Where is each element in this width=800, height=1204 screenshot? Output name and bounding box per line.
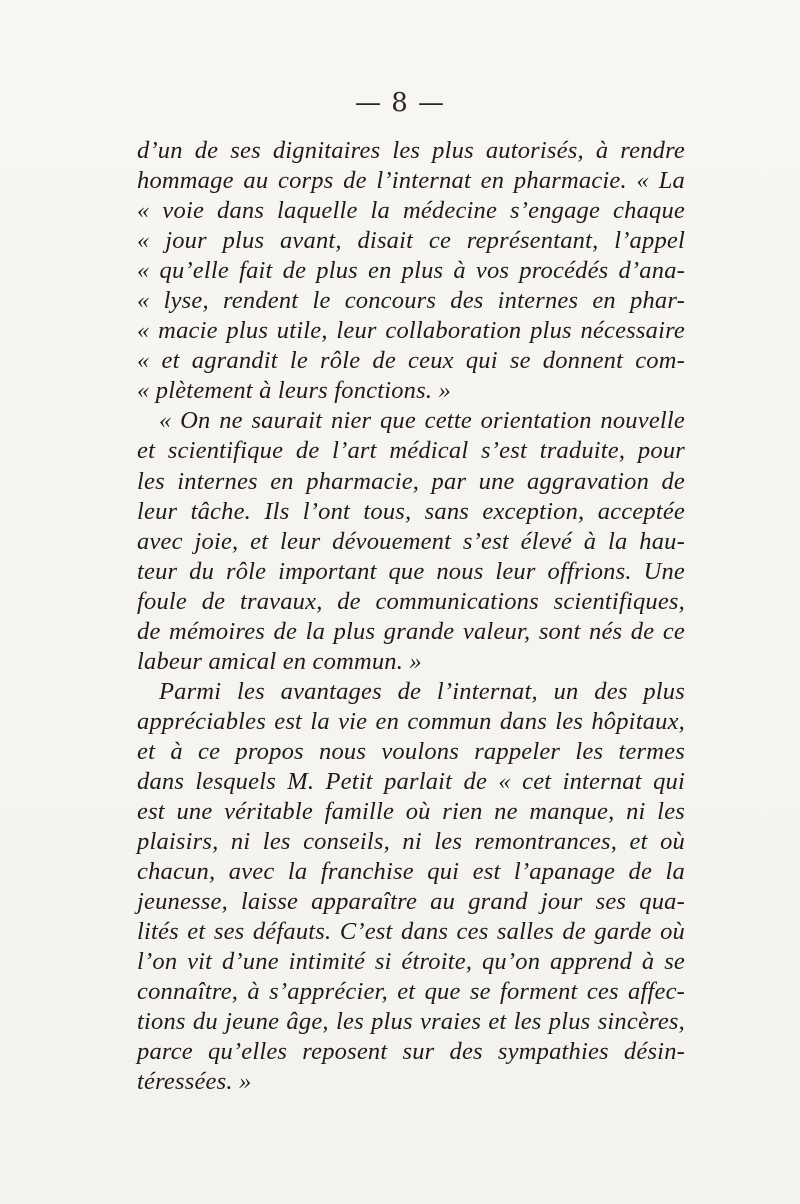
text-line: les internes en pharmacie, par une aggravation de [137,467,685,495]
text-line: dans lesquels M. Petit parlait de « cet internat qui [137,767,685,795]
text-line: jeunesse, laisse apparaître au grand jour ses qua- [137,888,685,916]
text-line: chacun, avec la franchise qui est l’apanage de la [137,858,685,886]
text-line: d’un de ses dignitaires les plus autorisés, à rendre [137,137,685,164]
text-line: foule de travaux, de communications scientifiques, [137,587,685,615]
text-line: teur du rôle important que nous leur offrions. Une [137,557,685,585]
text-line: « jour plus avant, disait ce représentant, l’appel [137,227,685,255]
text-line: plaisirs, ni les conseils, ni les remontrances, et où [137,828,685,856]
text-line: de mémoires de la plus grande valeur, sont nés de ce [137,617,685,645]
page-number: — 8 — [354,88,446,118]
text-line: « et agrandit le rôle de ceux qui se donnent com- [137,347,685,375]
text-line: appréciables est la vie en commun dans les hôpitaux, [137,707,685,735]
text-line: parce qu’elles reposent sur des sympathies désin- [137,1038,685,1066]
text-line: « voie dans laquelle la médecine s’engage chaque [137,197,685,225]
text-line: et scientifique de l’art médical s’est traduite, pour [137,437,685,465]
text-line: tions du jeune âge, les plus vraies et les plus sincères, [137,1008,685,1036]
text-line: avec joie, et leur dévouement s’est élevé à la hau- [137,527,685,555]
text-line: lités et ses défauts. C’est dans ces salles de garde où [137,918,685,946]
text-line: « On ne saurait nier que cette orientation nouvelle [159,407,685,435]
body-text [137,136,685,1098]
text-line: labeur amical en commun. » [137,647,422,675]
text-line: leur tâche. Ils l’ont tous, sans exception, acceptée [137,497,685,525]
text-line: téressées. » [137,1068,252,1096]
text-line: « plètement à leurs fonctions. » [137,377,451,405]
text-line: « qu’elle fait de plus en plus à vos procédés d’ana- [137,257,685,285]
text-line: connaître, à s’apprécier, et que se forment ces affec- [137,978,685,1006]
text-line: « macie plus utile, leur collaboration plus nécessaire [137,317,685,345]
text-line: est une véritable famille où rien ne manque, ni les [137,798,685,826]
text-line: l’on vit d’une intimité si étroite, qu’on apprend à se [137,948,685,976]
text-line: « lyse, rendent le concours des internes en phar- [137,287,685,315]
text-line: et à ce propos nous voulons rappeler les termes [137,737,685,765]
text-line: Parmi les avantages de l’internat, un des plus [159,677,685,705]
text-line: hommage au corps de l’internat en pharmacie. « La [137,167,685,195]
